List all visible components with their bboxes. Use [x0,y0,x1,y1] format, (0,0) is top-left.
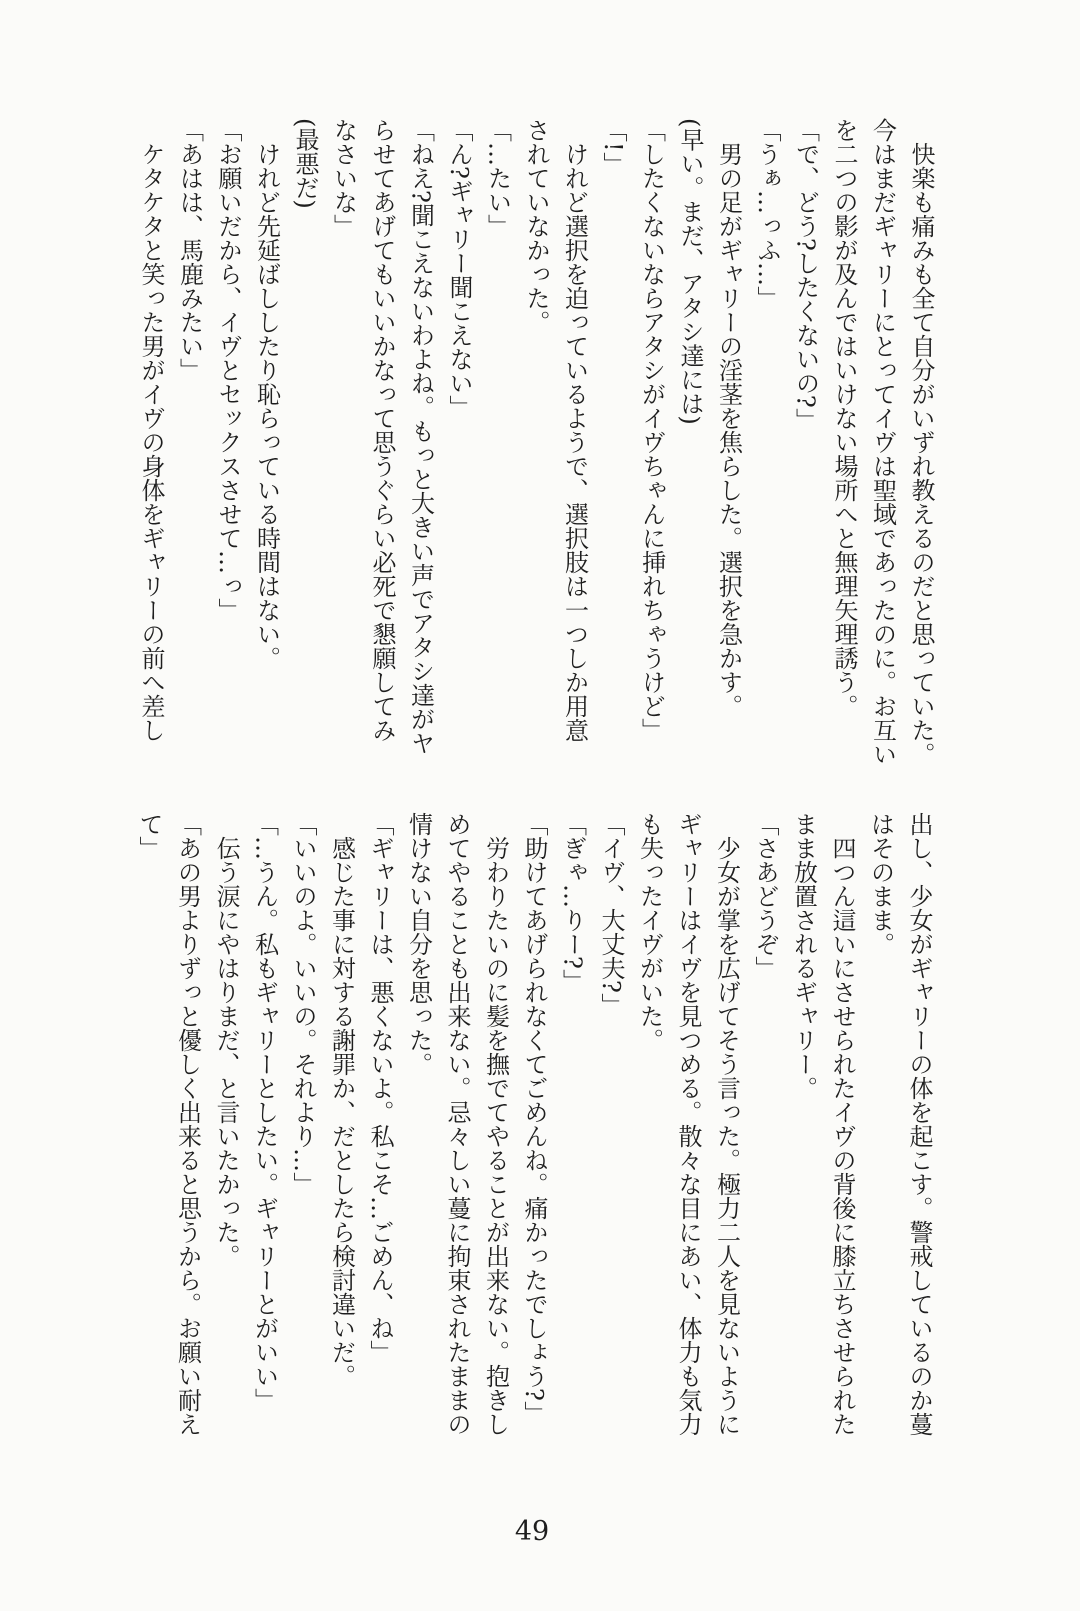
text-line: 「ねえ?聞こえないわよね。もっと大きい声でアタシ達がヤ [406,118,435,755]
page-number: 49 [514,1516,550,1547]
text-line: 感じた事に対する謝罪か、だとしたら検討違いだ。 [327,836,356,1388]
text-line: を二つの影が及んではいけない場所へと無理矢理誘う。 [830,118,858,718]
text-line: て」 [135,812,163,860]
text-line: けれど先延ばししたり恥らっている時間はない。 [252,142,281,670]
text-line: まま放置されるギャリー。 [789,812,818,1100]
text-line: らせてあげてもいいかなって思うぐらい必死で懇願してみ [368,118,396,742]
text-line: (最悪だ) [291,118,319,209]
text-line: 男の足がギャリーの淫茎を焦らした。選択を急かす。 [714,142,743,718]
text-line: 「あはは、馬鹿みたい」 [175,118,204,382]
text-line: 「さあどうぞ」 [751,812,779,980]
text-line: 伝う涙にやはりまだ、と言いたかった。 [212,836,240,1268]
text-line: 少女が掌を広げてそう言った。極力二人を見ないように [712,836,741,1436]
text-line: 「ぎゃ…りー?」 [558,812,587,993]
text-line: 「うぁ…っふ…」 [753,118,781,310]
text-line: 「!」 [599,118,627,176]
text-line: 「あの男よりずっと優しく出来ると思うから。お願い耐え [173,812,202,1436]
text-line: ギャリーはイヴを見つめる。散々な目にあい、体力も気力 [674,812,702,1436]
text-line: も失ったイヴがいた。 [635,812,664,1052]
text-line: 「お願いだから、イヴとセックスさせて…っ」 [214,118,242,622]
text-line: (早い。まだ、アタシ達には) [676,118,704,425]
text-line: 「助けてあげられなくてごめんね。痛かったでしょう?」 [520,812,548,1425]
text-line: けれど選択を迫っているようで、選択肢は一つしか用意 [560,142,589,742]
text-line: めてやることも出来ない。忌々しい蔓に拘束されたままの [443,812,471,1436]
text-line: 出し、少女がギャリーの体を起こす。警戒しているのか蔓 [905,812,933,1436]
text-line: 快楽も痛みも全て自分がいずれ教えるのだと思っていた。 [907,142,935,766]
text-line: 「ギャリーは、悪くないよ。私こそ…ごめん、ね」 [366,812,394,1364]
text-line: 「で、どう?したくないの?」 [791,118,820,432]
text-line: 「ん?ギャリー聞こえない」 [445,118,473,419]
upper-text-block [132,118,941,774]
text-line: されていなかった。 [522,118,550,334]
text-line: 「…たい」 [483,118,512,238]
text-line: 「…うん。私もギャリーとしたい。ギャリーとがいい」 [250,812,279,1412]
text-line: なさいな」 [329,118,358,238]
text-line: ケタケタと笑った男がイヴの身体をギャリーの前へ差し [137,142,165,742]
text-line: はそのまま。 [866,812,895,956]
text-line: 労わりたいのに髪を撫でてやることが出来ない。抱きし [481,836,510,1436]
text-line: 情けない自分を思った。 [404,812,433,1076]
lower-text-block [130,812,939,1454]
text-line: 「イヴ、大丈夫?」 [597,812,625,1017]
text-line: 「いいのよ。いいの。それより…」 [289,812,317,1196]
text-line: 四つん這いにさせられたイヴの背後に膝立ちさせられた [828,836,856,1436]
text-line: 「したくないならアタシがイヴちゃんに挿れちゃうけど」 [637,118,666,742]
text-line: 今はまだギャリーにとってイヴは聖域であったのに。お互い [868,118,897,766]
